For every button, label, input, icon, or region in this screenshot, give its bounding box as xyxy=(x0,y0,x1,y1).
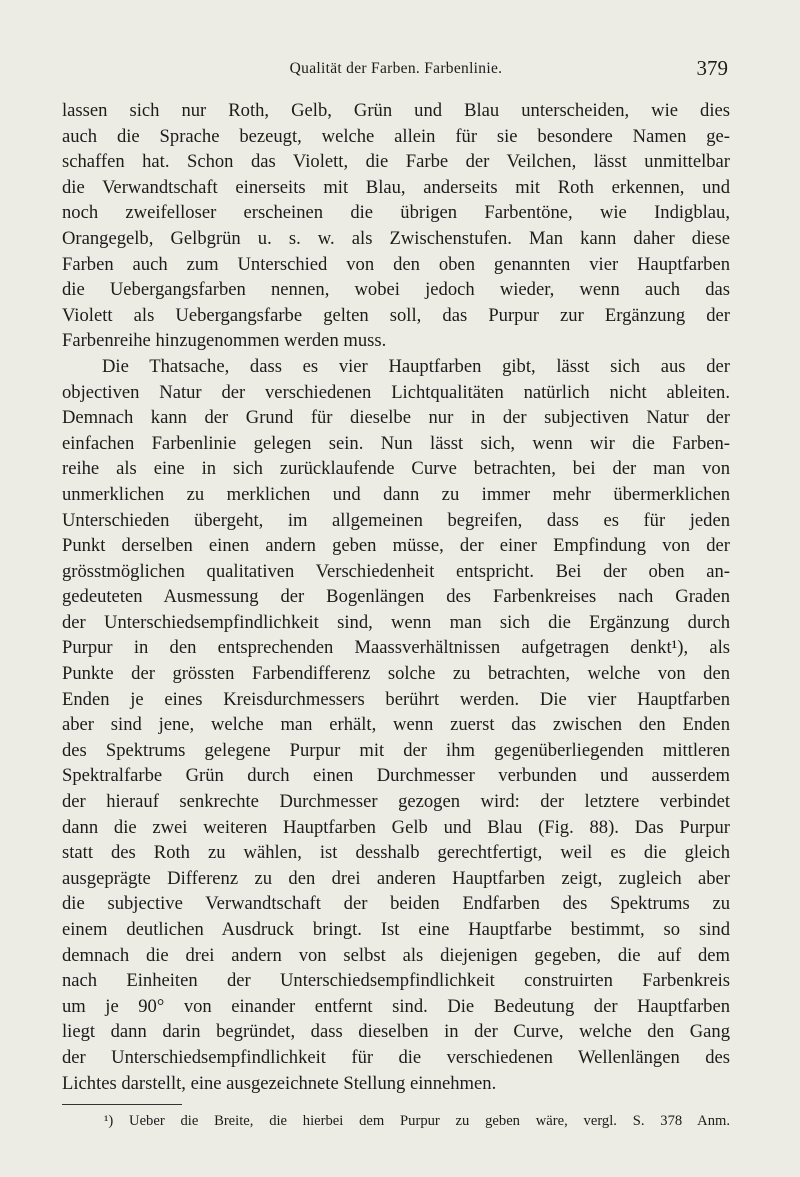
text-line: Punkt derselben einen andern geben müsse, der einer Empfindung von der xyxy=(62,535,730,557)
text-line: noch zweifelloser erscheinen die übrigen Farbentöne, wie Indigblau, xyxy=(62,202,730,224)
text-line: liegt dann darin begründet, dass dieselben in der Curve, welche den Gang xyxy=(62,1021,730,1043)
text-line: die Uebergangsfarben nennen, wobei jedoch wieder, wenn auch das xyxy=(62,279,730,301)
text-line: Purpur in den entsprechenden Maassverhältnissen aufgetragen denkt¹), als xyxy=(62,637,730,659)
text-line: auch die Sprache bezeugt, welche allein für sie besondere Namen ge- xyxy=(62,125,730,147)
text-line: aber sind jene, welche man erhält, wenn zuerst das zwischen den Enden xyxy=(62,714,730,736)
text-line: Violett als Uebergangsfarbe gelten soll, das Purpur zur Ergänzung der xyxy=(62,304,730,326)
text-line: Farbenreihe hinzugenommen werden muss. xyxy=(62,330,387,352)
text-line: demnach die drei andern von selbst als diejenigen gegeben, die auf dem xyxy=(62,944,730,966)
body-text xyxy=(62,98,730,1096)
text-line: Spektralfarbe Grün durch einen Durchmesser verbunden und ausserdem xyxy=(62,765,730,787)
text-line: der hierauf senkrechte Durchmesser gezogen wird: der letztere verbindet xyxy=(62,791,730,813)
text-line: Enden je eines Kreisdurchmessers berührt werden. Die vier Hauptfarben xyxy=(62,688,730,710)
text-line: objectiven Natur der verschiedenen Lichtqualitäten natürlich nicht ableiten. xyxy=(62,381,730,403)
text-line: einfachen Farbenlinie gelegen sein. Nun lässt sich, wenn wir die Farben- xyxy=(62,432,730,454)
page-header xyxy=(62,58,730,82)
text-line: ausgeprägte Differenz zu den drei anderen Hauptfarben zeigt, zugleich aber xyxy=(62,867,730,889)
text-line: lassen sich nur Roth, Gelb, Grün und Blau unterscheiden, wie dies xyxy=(62,100,730,121)
text-line: Die Thatsache, dass es vier Hauptfarben gibt, lässt sich aus der xyxy=(102,355,730,377)
text-line: des Spektrums gelegene Purpur mit der ihm gegenüberliegenden mittleren xyxy=(62,739,730,761)
text-line: Demnach kann der Grund für dieselbe nur in der subjectiven Natur der xyxy=(62,407,730,429)
text-line: einem deutlichen Ausdruck bringt. Ist eine Hauptfarbe bestimmt, so sind xyxy=(62,919,730,940)
text-line: der Unterschiedsempfindlichkeit für die verschiedenen Wellenlängen des xyxy=(62,1046,730,1068)
text-line: Orangegelb, Gelbgrün u. s. w. als Zwischenstufen. Man kann daher diese xyxy=(62,227,730,249)
text-line: statt des Roth zu wählen, ist desshalb gerechtfertigt, weil es die gleich xyxy=(62,842,730,864)
text-line: Lichtes darstellt, eine ausgezeichnete Stellung einnehmen. xyxy=(62,1072,497,1094)
text-line: schaffen hat. Schon das Violett, die Farbe der Veilchen, lässt unmittelbar xyxy=(62,151,730,173)
text-line: grösstmöglichen qualitativen Verschiedenheit entspricht. Bei der oben an- xyxy=(62,560,730,582)
footnote-rule xyxy=(62,1104,182,1105)
text-line: der Unterschiedsempfindlichkeit sind, wenn man sich die Ergänzung durch xyxy=(62,611,730,633)
text-line: um je 90° von einander entfernt sind. Die Bedeutung der Hauptfarben xyxy=(62,995,730,1017)
text-line: gedeuteten Ausmessung der Bogenlängen des Farbenkreises nach Graden xyxy=(62,586,730,608)
page-number: 379 xyxy=(696,56,728,80)
text-line: dann die zwei weiteren Hauptfarben Gelb und Blau (Fig. 88). Das Purpur xyxy=(62,816,730,838)
text-line: Farben auch zum Unterschied von den oben genannten vier Hauptfarben xyxy=(62,253,730,275)
text-line: unmerklichen zu merklichen und dann zu immer mehr übermerklichen xyxy=(62,483,730,505)
footnote: ¹) Ueber die Breite, die hierbei dem Purpur zu geben wäre, vergl. S. 378 Anm. xyxy=(104,1113,730,1129)
running-head: Qualität der Farben. Farbenlinie. xyxy=(289,60,503,77)
text-line: die subjective Verwandtschaft der beiden Endfarben des Spektrums zu xyxy=(62,893,730,915)
text-line: Punkte der grössten Farbendifferenz solche zu betrachten, welche von den xyxy=(62,663,730,685)
text-line: die Verwandtschaft einerseits mit Blau, anderseits mit Roth erkennen, und xyxy=(62,176,730,198)
text-line: Unterschieden übergeht, im allgemeinen begreifen, dass es für jeden xyxy=(62,509,730,531)
text-line: nach Einheiten der Unterschiedsempfindlichkeit construirten Farbenkreis xyxy=(62,970,730,992)
text-line: reihe als eine in sich zurücklaufende Curve betrachten, bei der man von xyxy=(62,458,730,480)
